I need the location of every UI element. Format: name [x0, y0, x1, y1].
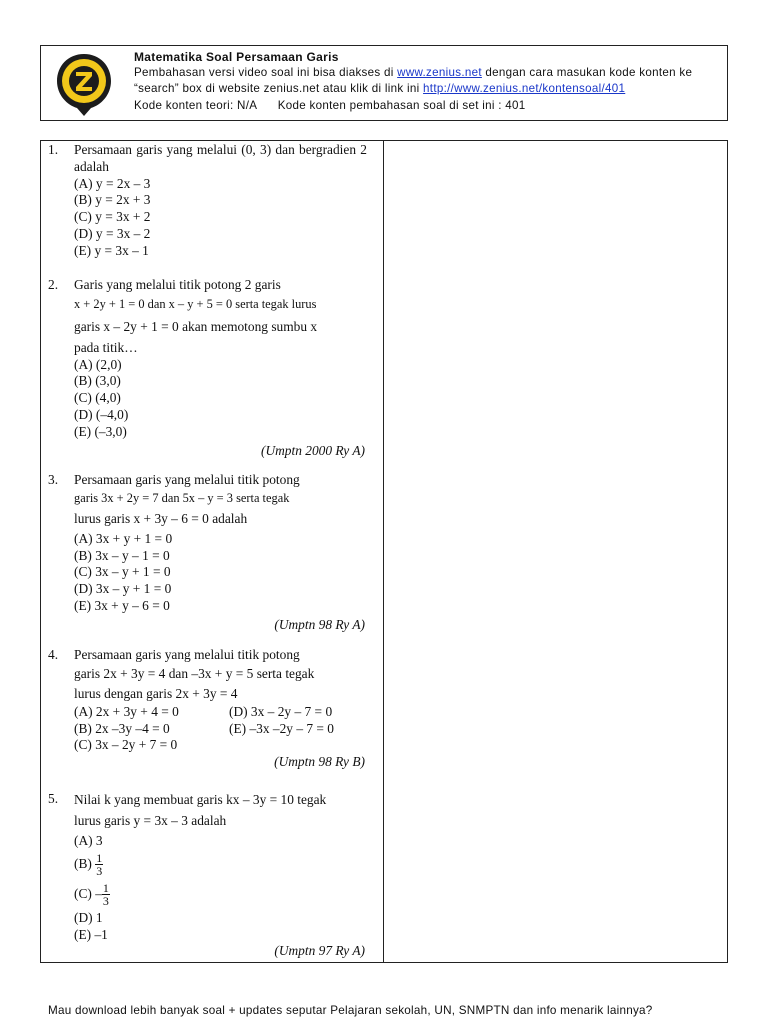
option: (E) –3x –2y – 7 = 0 [229, 720, 334, 736]
option: (A) (2,0) [74, 356, 122, 372]
option: (A) 3x + y + 1 = 0 [74, 530, 173, 546]
footer-text: Mau download lebih banyak soal + updates seputar Pelajaran sekolah, UN, SNMPTN dan info menarik lainnya? [48, 1004, 653, 1017]
option: (C) (4,0) [74, 390, 121, 406]
question-stem: pada titik… [74, 339, 138, 355]
option: (B) y = 2x + 3 [74, 192, 151, 208]
option: (E) (–3,0) [74, 423, 127, 439]
option: (A) 2x + 3y + 4 = 0 [74, 703, 179, 719]
option: (C) – $\frac{1}{3}$ [74, 881, 109, 909]
option: (B) 2x –3y –4 = 0 [74, 720, 170, 736]
question-stem: lurus garis y = 3x – 3 adalah [74, 813, 227, 828]
option: (A) 3 [74, 833, 103, 848]
header-line-2: “search” box di website zenius.net atau klik di link ini http://www.zenius.net/kontensoal/401 [134, 82, 626, 96]
option: (C) 3x – 2y + 7 = 0 [74, 737, 178, 753]
question-stem: garis x – 2y + 1 = 0 akan memotong sumbu x [74, 318, 318, 334]
question-stem: Nilai k yang membuat garis kx – 3y = 10 tegak [74, 792, 327, 807]
question-stem: Persamaan garis yang melalui titik potong [74, 647, 300, 662]
option: (C) 3x – y + 1 = 0 [74, 564, 171, 580]
question-source: (Umptn 2000 Ry A) [260, 442, 365, 458]
option: (E) –1 [74, 926, 108, 942]
question-stem: garis 3x + 2y = 7 dan 5x – y = 3 serta tegak [74, 490, 290, 505]
fraction: $\frac{1}{3}$ [102, 881, 109, 909]
column-divider [383, 141, 384, 962]
question-stem: Persamaan garis yang melalui titik potong [74, 472, 300, 487]
header-box [40, 45, 728, 121]
kontensoal-link[interactable]: http://www.zenius.net/kontensoal/401 [423, 82, 626, 96]
question-stem: garis 2x + 3y = 4 dan –3x + y = 5 serta tegak [74, 665, 315, 681]
zenius-link[interactable]: www.zenius.net [397, 66, 482, 80]
option: (B) (3,0) [74, 373, 121, 389]
question-stem: x + 2y + 1 = 0 dan x – y + 5 = 0 serta tegak lurus [74, 296, 317, 311]
option: (D) (–4,0) [74, 406, 129, 422]
zenius-logo-icon [53, 51, 115, 117]
header-line-3: Kode konten teori: N/A Kode konten pembahasan soal di set ini : 401 [134, 98, 526, 112]
header-line-1: Pembahasan versi video soal ini bisa diakses di www.zenius.net dengan cara masukan kode konten ke [134, 66, 693, 80]
document-title: Matematika Soal Persamaan Garis [134, 50, 339, 64]
question-stem: Persamaan garis yang melalui (0, 3) dan bergradien 2 adalah [74, 142, 367, 174]
questions-table: 1. Persamaan garis yang melalui (0, 3) dan bergradien 2 adalah (A) y = 2x – 3 (B) y = 2x + 3 (C) y = 3x + 2 (D) y = 3x – 2 (E) y = 3x – 1 2. Garis yang melalui titik potong 2 garis x + 2y + 1 = 0 dan x – y + 5 = 0 serta tegak lurus garis x – 2y + 1 = 0 akan memotong sumbu x pada titik… (A) (2,0) (B) (3,0) (C) (4,0) (D) (–4,0) (E) (–3,0) (Umptn 2000 Ry A) 3. Persamaan garis yang melalui titik potong garis 3x + 2y = 7 dan 5x – y = 3 serta tegak lurus garis x + 3y – 6 = 0 adalah (A) 3x + y + 1 = 0 (B) 3x – y – 1 = 0 (C) 3x – y + 1 = 0 (D) 3x – y + 1 = 0 (E) 3x + y – 6 = 0 (Umptn 98 Ry A) 4. Persamaan garis yang melalui titik potong garis 2x + 3y = 4 dan –3x + y = 5 serta tegak lurus dengan garis 2x + 3y = 4 (A) 2x + 3y + 4 = 0 (D) 3x – 2y – 7 = 0 (B) 2x –3y –4 = 0 (E) –3x –2y – 7 = 0 (C) 3x – 2y + 7 = 0 (Umptn 98 Ry B) 5. Nilai k yang membuat garis kx – 3y = 10 tegak lurus garis y = 3x – 3 adalah (A) 3 (B) $\frac{1}{3}$ (C) – $\frac{1}{3}$ (D) 1 (E) –1 (Umptn 97 Ry A) [40, 140, 728, 963]
option: (A) y = 2x – 3 [74, 175, 151, 191]
option: (E) 3x + y – 6 = 0 [74, 597, 170, 613]
option: (D) 3x – 2y – 7 = 0 [229, 703, 333, 719]
question-stem: lurus garis x + 3y – 6 = 0 adalah [74, 510, 248, 526]
option: (D) 1 [74, 909, 103, 925]
question-source: (Umptn 97 Ry A) [274, 943, 365, 959]
option: (B) 3x – y – 1 = 0 [74, 547, 170, 563]
option: (B) $\frac{1}{3}$ [74, 851, 103, 879]
question-source: (Umptn 98 Ry B) [274, 754, 365, 770]
option: (D) y = 3x – 2 [74, 225, 151, 241]
question-stem: lurus dengan garis 2x + 3y = 4 [74, 685, 238, 701]
option: (D) 3x – y + 1 = 0 [74, 581, 172, 597]
fraction: $\frac{1}{3}$ [96, 851, 103, 879]
option: (C) y = 3x + 2 [74, 209, 151, 225]
question-source: (Umptn 98 Ry A) [274, 616, 365, 632]
question-stem: Garis yang melalui titik potong 2 garis [74, 277, 281, 292]
option: (E) y = 3x – 1 [74, 242, 149, 258]
